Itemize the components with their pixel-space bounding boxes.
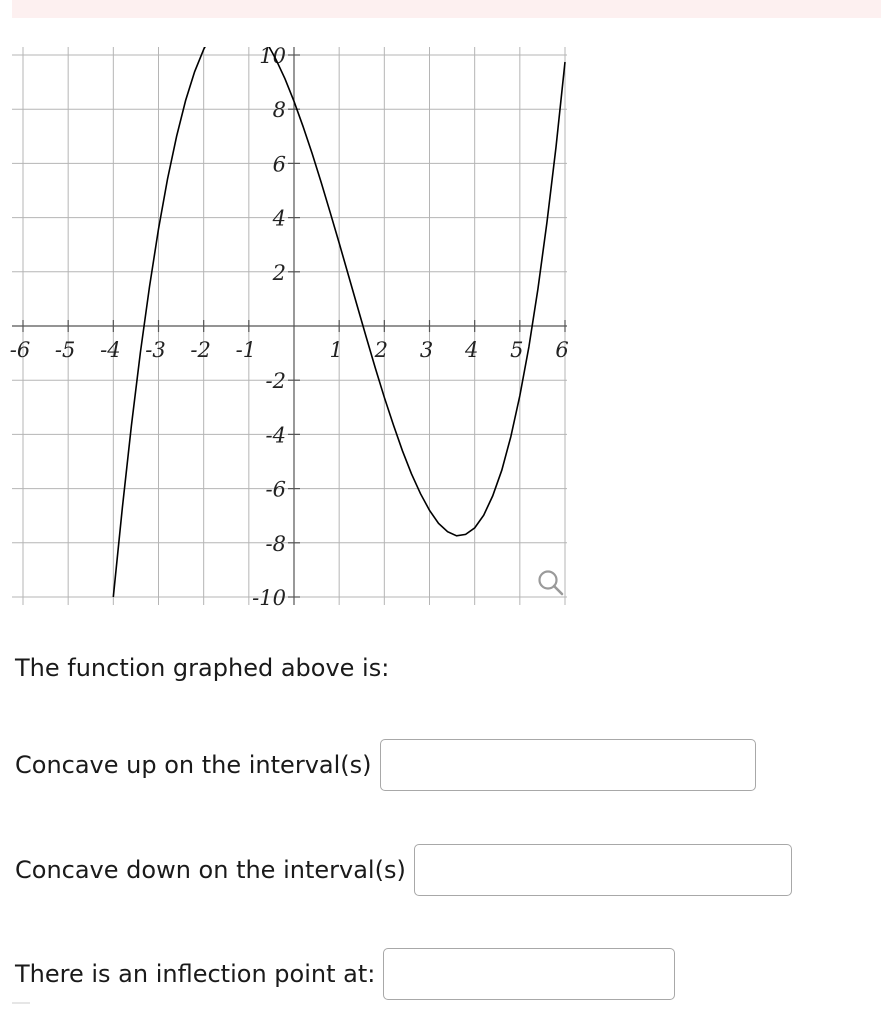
x-tick-label: 6 <box>555 338 569 362</box>
y-tick-label: 10 <box>259 44 286 68</box>
x-tick-label: -1 <box>235 338 257 362</box>
x-tick-label: -6 <box>9 338 31 362</box>
x-tick-label: 3 <box>419 338 434 362</box>
question-prompt: The function graphed above is: <box>15 654 390 682</box>
y-tick-label: 2 <box>272 260 286 285</box>
x-tick-label: -3 <box>145 338 166 362</box>
x-tick-label: -5 <box>54 338 76 362</box>
y-tick-label: 6 <box>272 152 286 177</box>
y-tick-label: -6 <box>265 477 286 502</box>
divider <box>12 1002 30 1004</box>
y-tick-label: 4 <box>272 206 286 231</box>
concave-up-input[interactable] <box>380 739 756 791</box>
concave-down-row <box>15 842 792 898</box>
inflection-point-row <box>15 946 675 1002</box>
x-tick-label: 1 <box>329 338 343 362</box>
y-tick-label: -2 <box>265 369 286 394</box>
y-tick-label: 8 <box>272 98 286 123</box>
concave-down-input[interactable] <box>414 844 792 896</box>
magnifier-icon[interactable] <box>540 572 563 595</box>
y-tick-label: -8 <box>265 531 286 556</box>
concave-up-label: Concave up on the interval(s) <box>15 751 372 779</box>
y-tick-labels <box>252 44 286 610</box>
concave-down-label: Concave down on the interval(s) <box>15 856 406 884</box>
x-tick-label: 2 <box>374 338 389 362</box>
x-tick-labels <box>10 338 569 362</box>
inflection-point-label: There is an inflection point at: <box>15 960 376 988</box>
graph-axes <box>9 47 567 605</box>
concave-up-row <box>15 737 756 793</box>
y-tick-label: -10 <box>252 586 286 610</box>
x-tick-label: -2 <box>190 338 211 362</box>
x-tick-label: 4 <box>464 338 479 362</box>
y-tick-label: -4 <box>265 423 286 448</box>
inflection-point-input[interactable] <box>383 948 675 1000</box>
x-tick-label: 5 <box>510 338 524 362</box>
x-tick-label: -4 <box>100 338 121 362</box>
